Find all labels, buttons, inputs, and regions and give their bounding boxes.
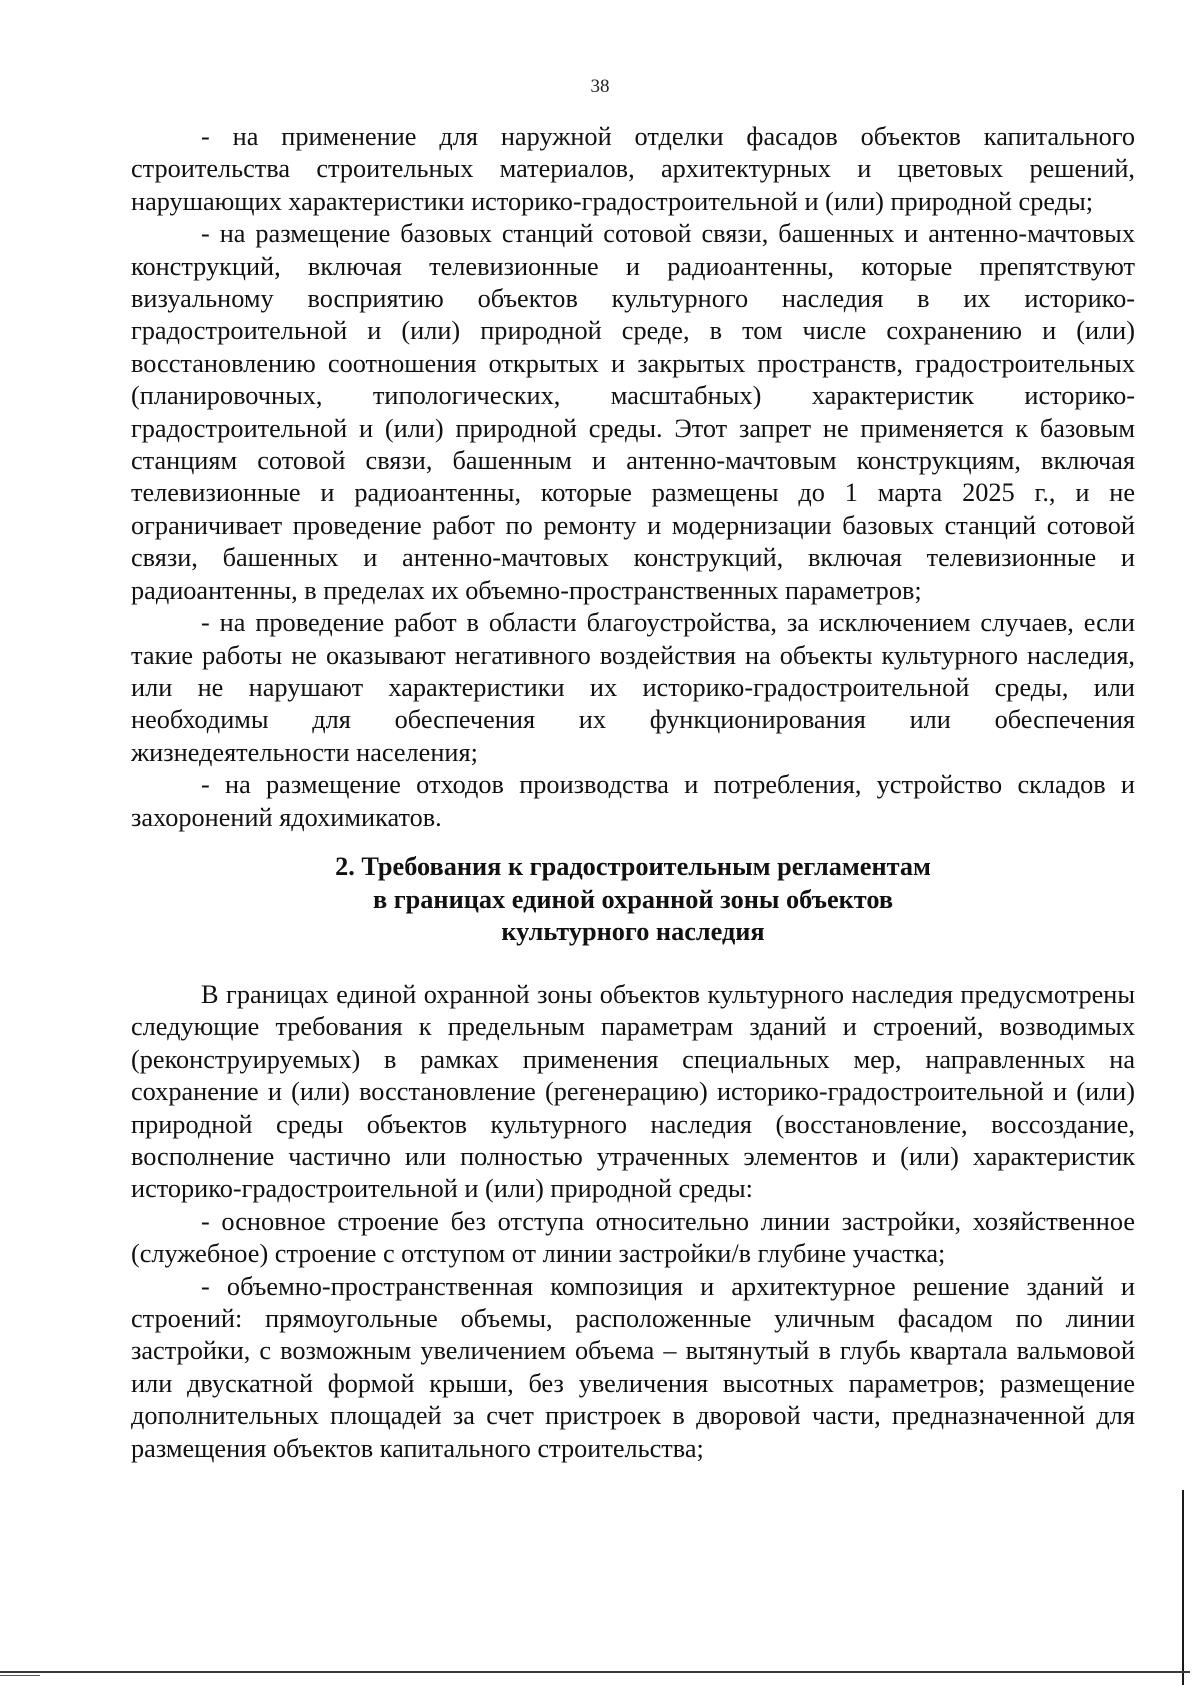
page-number: 38 <box>590 76 610 97</box>
section-heading <box>131 851 1135 949</box>
section-heading-line-2: в границах единой охранной зоны объектов <box>372 884 894 914</box>
prohibitions-list <box>131 121 1135 834</box>
paragraph-facade-materials: - на применение для наружной отделки фасадов объектов капитального строительства строительных материалов, архитектурных и цветовых решений, нарушающих характеристики историко-градостроительной и (или) природной среды; <box>131 122 1135 216</box>
paragraph-base-stations: - на размещение базовых станций сотовой связи, башенных и антенно-мачтовых конструкций, включая телевизионные и радиоантенны, которые препятствуют визуальному восприятию объектов культурного наследия в их историко-градостроительной и (или) природной среде, в том числе сохранению и (или) восстановлению соотношения открытых и закрытых пространств, градостроительных (планировочных, типологических, масштабных) характеристик историко-градостроительной и (или) природной среды. Этот запрет не применяется к базовым станциям сотовой связи, башенным и антенно-мачтовым конструкциям, включая телевизионные и радиоантенны, которые размещены до 1 марта 2025 г., и не ограничивает проведение работ по ремонту и модернизации базовых станций сотовой связи, башенных и антенно-мачтовых конструкций, включая телевизионные и радиоантенны, в пределах их объемно-пространственных параметров; <box>131 219 1135 605</box>
section-heading-line-1: 2. Требования к градостроительным регламентам <box>335 852 931 881</box>
section-heading-line-3: культурного наследия <box>501 917 765 946</box>
paragraph-main-building: - основное строение без отступа относительно линии застройки, хозяйственное (служебное) строение с отступом от линии застройки/в глубине участка; <box>131 1206 1135 1269</box>
scan-edge-bottom <box>0 1671 1190 1673</box>
paragraph-waste-disposal: - на размещение отходов производства и потребления, устройство складов и захоронений ядохимикатов. <box>131 770 1135 832</box>
paragraph-requirements-intro: В границах единой охранной зоны объектов культурного наследия предусмотрены следующие требования к предельным параметрам зданий и строений, возводимых (реконструируемых) в рамках применения специальных мер, направленных на сохранение и (или) восстановление (регенерацию) историко-градостроительной и (или) природной среды объектов культурного наследия (восстановление, воссоздание, восполнение частично или полностью утраченных элементов и (или) характеристик историко-градостроительной и (или) природной среды: <box>131 980 1135 1204</box>
scan-edge-right <box>1182 1490 1184 1685</box>
paragraph-volume-composition: - объемно-пространственная композиция и архитектурное решение зданий и строений: прямоугольные объемы, расположенные уличным фасадом по линии застройки, с возможным увеличением объема – вытянутый в глубь квартала вальмовой или двускатной формой крыши, без увеличения высотных параметров; размещение дополнительных площадей за счет пристроек в дворовой части, предназначенной для размещения объектов капитального строительства; <box>131 1271 1135 1463</box>
scan-edge-mark <box>0 1675 40 1676</box>
requirements-text <box>131 979 1135 1465</box>
paragraph-landscaping: - на проведение работ в области благоустройства, за исключением случаев, если такие работы не оказывают негативного воздействия на объекты культурного наследия, или не нарушают характеристики их историко-градостроительной среды, или необходимы для обеспечения их функционирования или обеспечения жизнедеятельности населения; <box>131 608 1135 767</box>
